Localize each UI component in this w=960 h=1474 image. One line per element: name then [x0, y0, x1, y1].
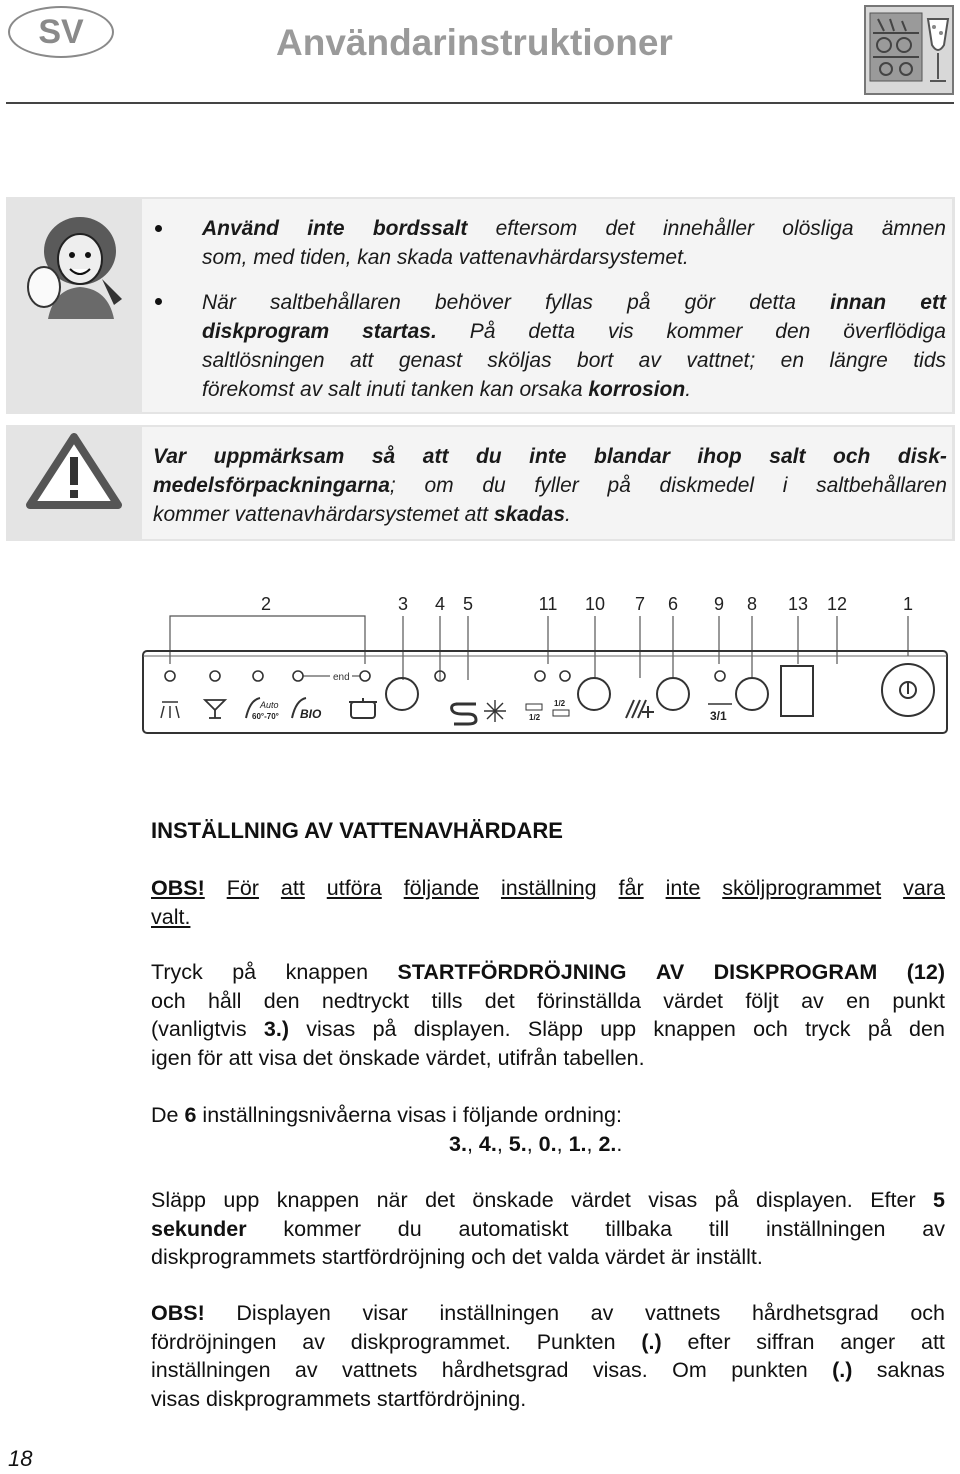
- text-line: visas diskprogrammets startfördröjning.: [151, 1386, 527, 1411]
- callout-3: 3: [397, 594, 409, 614]
- text-word: eftersom: [495, 217, 578, 240]
- text-word: av: [638, 349, 661, 372]
- callout-5: 5: [462, 594, 474, 614]
- text-word: DISKPROGRAM: [713, 960, 878, 984]
- salt-indicator-icon: [452, 704, 476, 724]
- text-word: medelsförpackningarna: [153, 474, 390, 497]
- text-word: detta: [528, 320, 576, 343]
- section-heading: INSTÄLLNING AV VATTENAVHÄRDARE: [151, 818, 563, 843]
- pot-program-icon: [349, 698, 377, 718]
- auto-temp-label: 60°-70°: [252, 712, 279, 721]
- text-run: kommer vattenavhärdarsystemet att: [153, 503, 494, 526]
- instruction-paragraph-2: [151, 1101, 945, 1158]
- separator: ,: [466, 1131, 479, 1156]
- text-word: av: [922, 1216, 945, 1241]
- text-word: behöver: [434, 291, 511, 314]
- text-word: en: [780, 349, 805, 372]
- obs-note-1: [151, 874, 945, 931]
- text-word: detta: [749, 291, 796, 314]
- text-word: blandar: [594, 445, 670, 468]
- half-label-a: 1/2: [529, 713, 541, 722]
- text-word: punkt: [892, 988, 945, 1013]
- text-word: diskprogram: [202, 320, 330, 343]
- text-word: vattnets: [645, 1301, 721, 1325]
- half-load-upper-icon: [553, 699, 569, 716]
- text-word: och: [151, 988, 186, 1013]
- text-word: Tryck: [151, 960, 203, 984]
- text-word: följt: [745, 988, 779, 1013]
- text-word: hårdhetsgrad: [751, 1301, 879, 1325]
- text-word: upp: [600, 1017, 637, 1041]
- half-load-lower-icon: [526, 704, 542, 722]
- text-word: ett: [920, 291, 946, 314]
- text-word: olösliga: [782, 217, 854, 240]
- page-title: Användarinstruktioner: [276, 22, 673, 63]
- text-word: Om: [672, 1358, 707, 1382]
- text-run: .: [565, 503, 571, 526]
- text-word: önskade: [472, 1188, 554, 1212]
- text-word: utföra: [326, 876, 382, 900]
- text-word: diskmedel: [659, 474, 755, 497]
- text-word: efter: [687, 1329, 731, 1354]
- text-word: gör: [684, 291, 716, 314]
- text-line: igen för att visa det önskade värdet, utifrån tabellen.: [151, 1045, 645, 1070]
- text-word: tryck: [805, 1017, 851, 1041]
- separator: ,: [586, 1131, 599, 1156]
- text-word: automatiskt: [458, 1216, 569, 1241]
- text-word: om: [424, 474, 454, 497]
- text-word: längre: [829, 349, 888, 372]
- text-word: tillbaka: [605, 1216, 673, 1241]
- text-word: förinställda: [536, 988, 641, 1013]
- text-word: den: [909, 1017, 945, 1041]
- callout-10: 10: [584, 594, 606, 614]
- callout-11: 11: [538, 594, 558, 614]
- text-word: (vanligtvis: [151, 1017, 247, 1041]
- text-word: kommer: [283, 1216, 362, 1241]
- text-run: skadas: [493, 503, 566, 526]
- obs-note-2: [151, 1299, 945, 1413]
- text-word: STARTFÖRDRÖJNING: [397, 960, 627, 984]
- end-label: end: [333, 672, 350, 683]
- text-word: genast: [398, 349, 462, 372]
- callout-1: 1: [902, 594, 914, 614]
- text-word: visas: [648, 1188, 698, 1212]
- text-word: att: [422, 445, 449, 468]
- text-word: inställningen: [765, 1216, 886, 1241]
- text-word: när: [376, 1188, 408, 1212]
- warning-triangle-icon: [26, 433, 122, 509]
- instruction-paragraph-3: [151, 1186, 945, 1272]
- text-word: inte: [529, 445, 567, 468]
- text-word: och: [833, 445, 871, 468]
- text-word: bort: [577, 349, 614, 372]
- text-run: 6: [184, 1103, 197, 1127]
- button-10[interactable]: [578, 678, 610, 710]
- text-word: inställning: [500, 876, 597, 900]
- text-word: (12): [906, 960, 945, 984]
- text-word: så: [371, 445, 396, 468]
- bio-label: BIO: [300, 707, 322, 721]
- text-word: saknas: [876, 1358, 945, 1382]
- button-6[interactable]: [657, 678, 689, 710]
- text-word: följande: [403, 876, 480, 900]
- text-word: och: [910, 1301, 945, 1325]
- text-run: .: [685, 378, 692, 401]
- prewash-spray-icon: [161, 702, 179, 718]
- text-word: överflödiga: [843, 320, 946, 343]
- bullet-marker: [155, 225, 162, 232]
- callout-2: 2: [260, 594, 272, 614]
- level-value: 0.: [538, 1131, 557, 1156]
- callout-9: 9: [713, 594, 725, 614]
- separator: ,: [526, 1131, 539, 1156]
- text-word: inställningen: [151, 1358, 271, 1382]
- text-word: av: [302, 1329, 326, 1354]
- text-word: det: [425, 1188, 455, 1212]
- text-line: som, med tiden, kan skada vattenavhärdarsystemet.: [202, 246, 689, 269]
- text-word: på: [372, 1017, 397, 1041]
- button-3[interactable]: [386, 678, 418, 710]
- text-word: inställningen: [439, 1301, 560, 1325]
- text-word: av: [294, 1358, 318, 1382]
- text-word: det: [605, 217, 635, 240]
- text-word: innan: [830, 291, 887, 314]
- text-word: att: [350, 349, 374, 372]
- text-run: förekomst av salt inuti tanken kan orsaka: [202, 378, 589, 401]
- three-one-label: 3/1: [710, 709, 727, 723]
- text-word: upp: [223, 1188, 260, 1212]
- callout-4: 4: [434, 594, 446, 614]
- glass-program-icon: [205, 700, 225, 718]
- level-value: 4.: [478, 1131, 497, 1156]
- text-word: visas: [306, 1017, 356, 1041]
- text-word: När: [202, 291, 236, 314]
- text-word: saltbehållaren: [270, 291, 401, 314]
- power-icon: [900, 682, 916, 698]
- text-word: kommer: [666, 320, 743, 343]
- control-panel-diagram: [140, 594, 950, 739]
- text-word: salt: [769, 445, 806, 468]
- text-word: siffran: [756, 1329, 815, 1354]
- callout-12: 12: [826, 594, 848, 614]
- warning-box: [6, 425, 955, 541]
- callout-7: 7: [634, 594, 646, 614]
- text-word: inte: [665, 876, 701, 900]
- callout-8: 8: [746, 594, 758, 614]
- text-word: punkten: [731, 1358, 808, 1382]
- text-word: och: [753, 1017, 788, 1041]
- text-word: i: [782, 474, 788, 497]
- text-word: en: [846, 988, 871, 1013]
- text-word: att: [921, 1329, 945, 1354]
- text-word: det: [484, 988, 515, 1013]
- text-word: får: [618, 876, 644, 900]
- button-8[interactable]: [736, 678, 768, 710]
- text-word: den: [263, 988, 300, 1013]
- auto-program-icon: [246, 698, 279, 721]
- text-word: För: [226, 876, 259, 900]
- callout-6: 6: [667, 594, 679, 614]
- separator: ,: [556, 1131, 569, 1156]
- page-number: 18: [8, 1446, 33, 1471]
- half-label-b: 1/2: [554, 699, 566, 708]
- text-line: [202, 375, 946, 404]
- text-word: tills: [431, 988, 463, 1013]
- text-word: (.): [641, 1329, 662, 1354]
- tip-box: [6, 197, 955, 414]
- text-word: Använd: [202, 217, 280, 240]
- text-word: inte: [307, 217, 345, 240]
- text-word: ämnen: [881, 217, 946, 240]
- text-word: sköljprogrammet: [722, 876, 882, 900]
- text-word: du: [475, 445, 502, 468]
- text-word: på: [607, 474, 631, 497]
- text-word: fördröjningen: [151, 1329, 277, 1354]
- text-word: diskprogrammet.: [350, 1329, 511, 1354]
- tip-bullet-2: [202, 288, 946, 404]
- cartoon-woman-icon: [18, 209, 138, 319]
- text-word: värdet: [571, 1188, 631, 1212]
- text-run: De: [151, 1103, 185, 1127]
- text-word: Punkten: [536, 1329, 616, 1354]
- text-word: på: [867, 1017, 892, 1041]
- text-word: anger: [840, 1329, 896, 1354]
- text-line: valt.: [151, 904, 191, 929]
- text-word: håll: [207, 988, 242, 1013]
- text-word: sekunder: [151, 1216, 247, 1241]
- text-word: (.): [832, 1358, 853, 1382]
- display-13: [781, 666, 813, 716]
- header-divider: [6, 102, 954, 104]
- text-word: Var: [153, 445, 187, 468]
- text-word: visas.: [592, 1358, 648, 1382]
- text-word: den: [775, 320, 811, 343]
- bullet-marker: [155, 298, 162, 305]
- instruction-paragraph-1: [151, 958, 945, 1072]
- tip-bullet-1: [202, 214, 946, 272]
- level-value: 2.: [598, 1131, 617, 1156]
- text-word: saltbehållaren: [816, 474, 947, 497]
- text-run: inställningsnivåerna visas i följande ordning:: [196, 1103, 622, 1127]
- dishwasher-glass-icon: [864, 5, 954, 95]
- level-value: 5.: [508, 1131, 527, 1156]
- text-word: hårdhetsgrad: [441, 1358, 569, 1382]
- settings-order: [151, 1130, 945, 1159]
- bio-program-icon: [292, 698, 322, 721]
- text-word: Displayen: [236, 1301, 331, 1325]
- text-word: du: [482, 474, 506, 497]
- text-word: 3.): [263, 1017, 289, 1041]
- level-value: 3.: [449, 1131, 467, 1156]
- text-word: på: [714, 1188, 739, 1212]
- text-word: nedtryckt: [321, 988, 410, 1013]
- text-word: bordssalt: [372, 217, 468, 240]
- text-word: knappen: [653, 1017, 736, 1041]
- warning-text: Var uppmärksam så att du inte blandar ihop salt och disk- medelsförpackningarna; om du fyller på diskmedel i saltbehållaren kommer vattenavhärdarsystemet att skadas.: [153, 442, 947, 529]
- text-word: fyllas: [545, 291, 593, 314]
- text-word: displayen.: [413, 1017, 511, 1041]
- text-word: vattnets: [342, 1358, 418, 1382]
- text-word: vara: [903, 876, 945, 900]
- text-word: vis: [607, 320, 634, 343]
- text-line: [153, 500, 947, 529]
- language-badge-label: SV: [38, 13, 84, 51]
- text-word: visar: [362, 1301, 408, 1325]
- separator: .: [616, 1131, 623, 1156]
- text-word: Släpp: [151, 1188, 206, 1212]
- text-line: diskprogrammets startfördröjning och det valda värdet är inställt.: [151, 1245, 763, 1269]
- text-word: innehåller: [662, 217, 755, 240]
- text-word: displayen.: [755, 1188, 853, 1212]
- text-word: startas.: [362, 320, 437, 343]
- separator: ,: [496, 1131, 509, 1156]
- text-run: korrosion: [588, 378, 686, 401]
- text-word: fyller: [534, 474, 579, 497]
- text-word: uppmärksam: [213, 445, 345, 468]
- text-word: av: [801, 988, 824, 1013]
- obs-label: OBS!: [151, 1301, 205, 1325]
- delay-start-icon: [708, 704, 732, 723]
- text-word: att: [280, 876, 305, 900]
- text-word: saltlösningen: [202, 349, 325, 372]
- text-word: Efter: [870, 1188, 916, 1212]
- program-select-icon: [626, 700, 654, 718]
- level-value: 1.: [568, 1131, 587, 1156]
- text-word: tids: [913, 349, 946, 372]
- text-word: På: [469, 320, 496, 343]
- text-line: [151, 1101, 945, 1130]
- text-word: värdet: [663, 988, 724, 1013]
- text-word: till: [708, 1216, 730, 1241]
- obs-label: OBS!: [151, 876, 205, 900]
- text-word: på: [232, 960, 257, 984]
- text-word: knappen: [285, 960, 369, 984]
- auto-label: Auto: [260, 700, 279, 710]
- rinse-aid-indicator-icon: [484, 700, 506, 722]
- text-word: på: [627, 291, 651, 314]
- text-word: sköljas: [487, 349, 552, 372]
- text-word: 5: [933, 1188, 945, 1212]
- text-word: AV: [655, 960, 685, 984]
- language-badge: [8, 6, 114, 58]
- text-word: du: [397, 1216, 422, 1241]
- text-word: vattnet;: [686, 349, 756, 372]
- text-word: ihop: [697, 445, 742, 468]
- text-word: knappen: [276, 1188, 360, 1212]
- text-word: Släpp: [527, 1017, 583, 1041]
- text-word: av: [590, 1301, 614, 1325]
- callout-13: 13: [787, 594, 809, 614]
- text-word: disk-: [897, 445, 947, 468]
